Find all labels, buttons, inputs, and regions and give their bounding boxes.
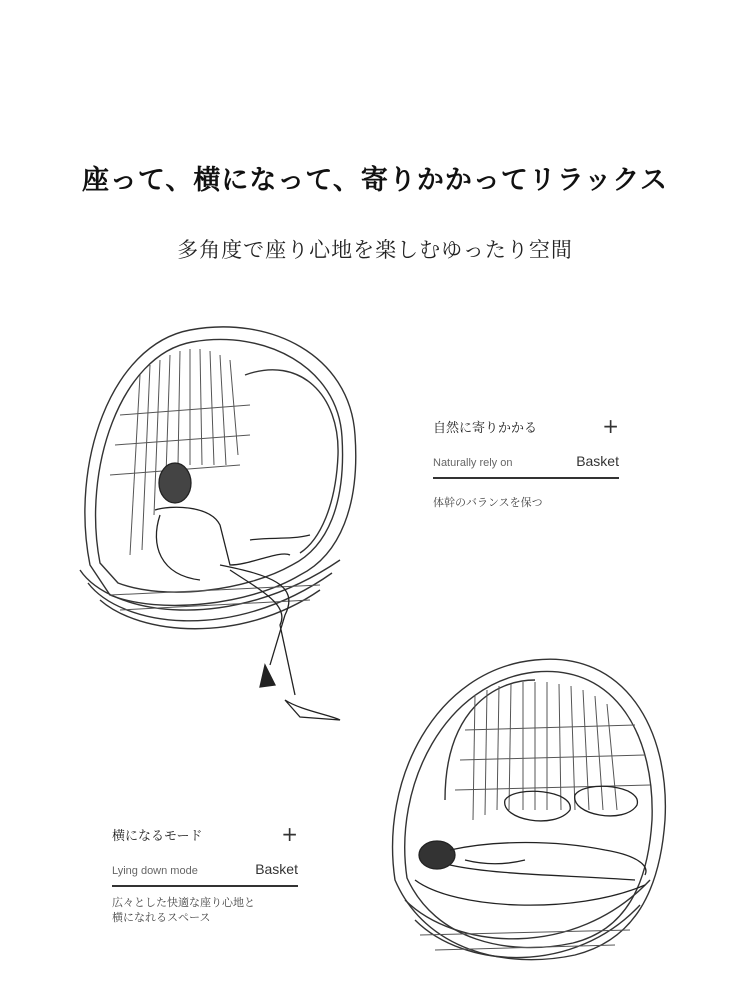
page-subtitle: 多角度で座り心地を楽しむゆったり空間 [177, 238, 573, 262]
card-description [112, 895, 255, 925]
card-description [433, 495, 543, 510]
card-title: 横になるモード [112, 829, 203, 844]
card-description-line: 横になれるスペース [112, 911, 211, 924]
card-product-label: Basket [576, 453, 619, 469]
chair-reclining-illustration [70, 315, 370, 735]
card-product-label: Basket [255, 861, 298, 877]
chair-lying-illustration [375, 650, 675, 990]
expand-plus-icon[interactable]: + [281, 822, 298, 846]
card-mode-row [433, 451, 619, 479]
card-description-line: 体幹のバランスを保つ [433, 496, 543, 509]
card-mode-label: Naturally rely on [433, 457, 513, 469]
card-mode-row [112, 859, 298, 887]
info-card-naturally-rely [433, 414, 619, 517]
card-mode-label: Lying down mode [112, 865, 198, 877]
expand-plus-icon[interactable]: + [602, 414, 619, 438]
page-title: 座って、横になって、寄りかかってリラックス [81, 165, 669, 196]
card-title: 自然に寄りかかる [433, 421, 538, 436]
info-card-lying-down [112, 822, 298, 925]
card-description-line: 広々とした快適な座り心地と [112, 896, 255, 909]
